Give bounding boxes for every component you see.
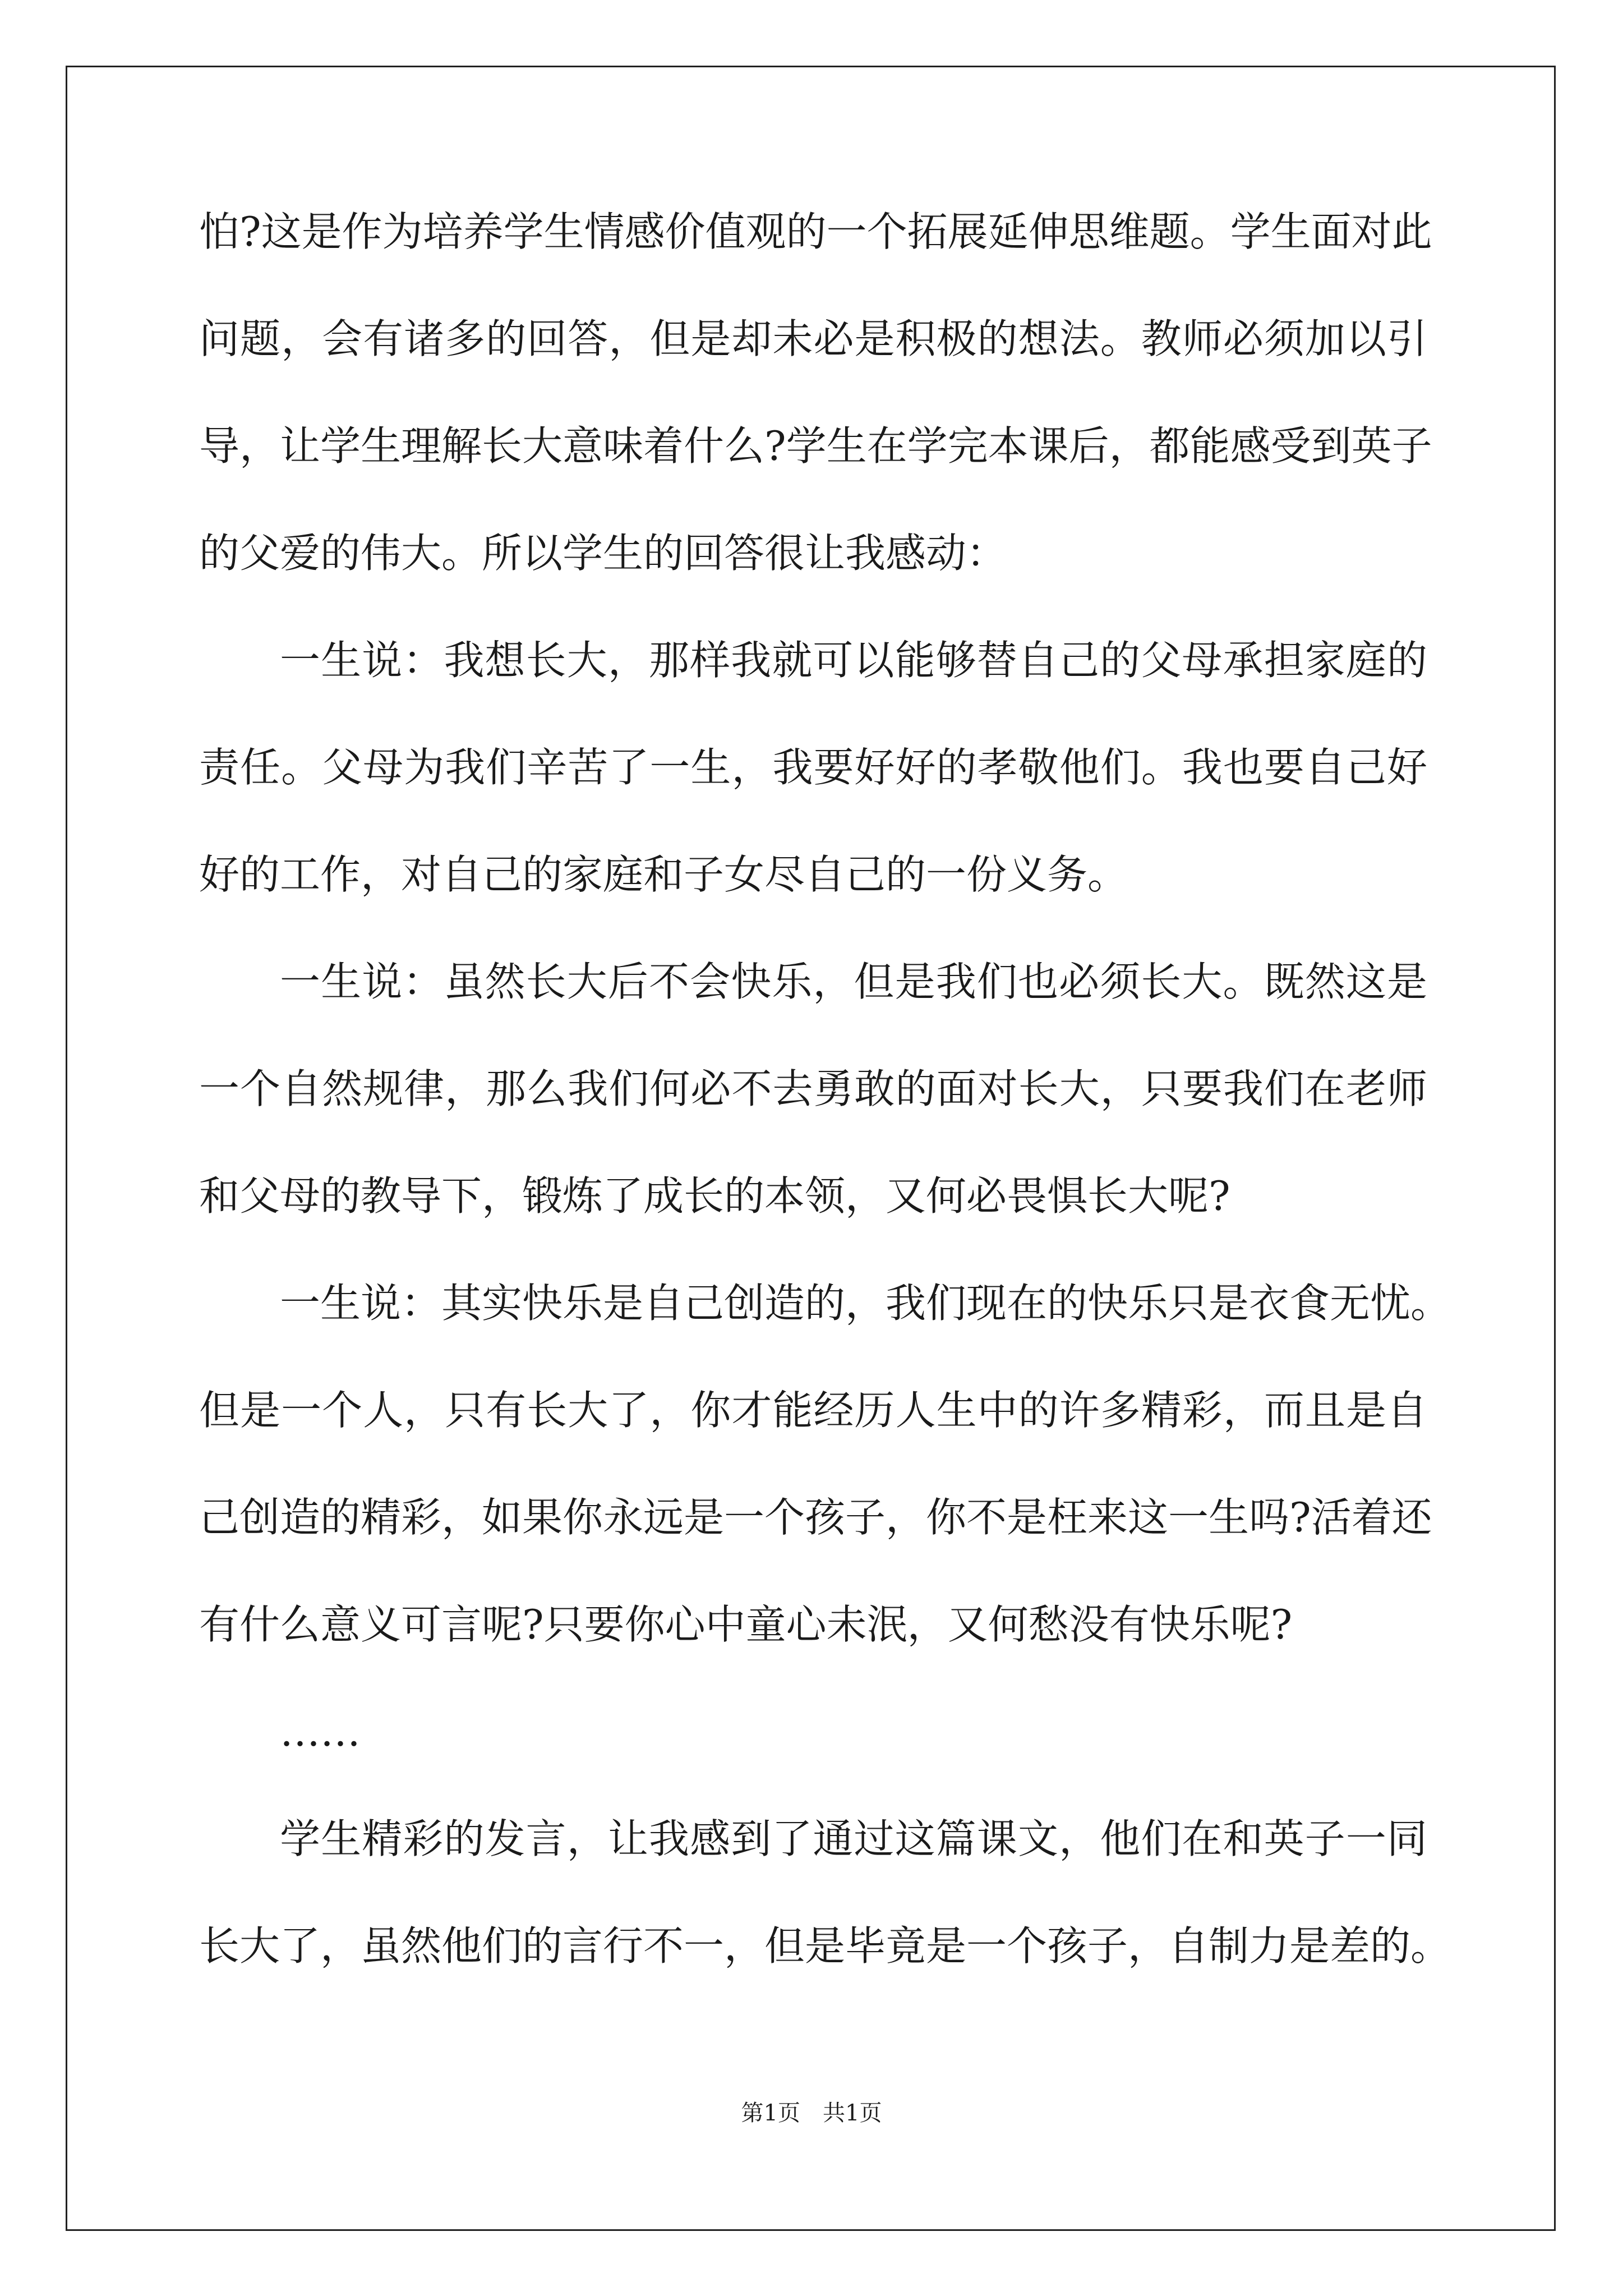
- page-number-footer: 第1页 共1页: [741, 2100, 882, 2126]
- text-line: 己创造的精彩，如果你永远是一个孩子，你不是枉来这一生吗?活着还: [199, 1494, 1432, 1541]
- text-line: 学生精彩的发言，让我感到了通过这篇课文，他们在和英子一同: [280, 1815, 1427, 1862]
- text-line: 问题，会有诸多的回答，但是却未必是积极的想法。教师必须加以引: [199, 315, 1427, 362]
- text-line: 和父母的教导下，锻炼了成长的本领，又何必畏惧长大呢?: [199, 1172, 1230, 1220]
- text-line: 一个自然规律，那么我们何必不去勇敢的面对长大，只要我们在老师: [199, 1065, 1427, 1112]
- text-line: 但是一个人，只有长大了，你才能经历人生中的许多精彩，而且是自: [199, 1387, 1427, 1434]
- text-line: 长大了，虽然他们的言行不一，但是毕竟是一个孩子，自制力是差的。: [199, 1922, 1451, 1970]
- text-line: 责任。父母为我们辛苦了一生，我要好好的孝敬他们。我也要自己好: [199, 744, 1427, 791]
- text-line: 导，让学生理解长大意味着什么?学生在学完本课后，都能感受到英子: [199, 422, 1432, 470]
- text-line: 一生说：我想长大，那样我就可以能够替自己的父母承担家庭的: [280, 637, 1427, 684]
- document-body: [199, 204, 1451, 2026]
- text-line: 一生说：虽然长大后不会快乐，但是我们也必须长大。既然这是: [280, 958, 1427, 1005]
- text-line: 怕?这是作为培养学生情感价值观的一个拓展延伸思维题。学生面对此: [199, 208, 1432, 255]
- text-line: 好的工作，对自己的家庭和子女尽自己的一份义务。: [199, 851, 1128, 898]
- text-line: 有什么意义可言呢?只要你心中童心未泯，又何愁没有快乐呢?: [199, 1601, 1293, 1648]
- ellipsis-line: ……: [280, 1708, 361, 1755]
- text-line: 一生说：其实快乐是自己创造的，我们现在的快乐只是衣食无忧。: [280, 1280, 1451, 1327]
- text-line: 的父爱的伟大。所以学生的回答很让我感动：: [199, 530, 1007, 577]
